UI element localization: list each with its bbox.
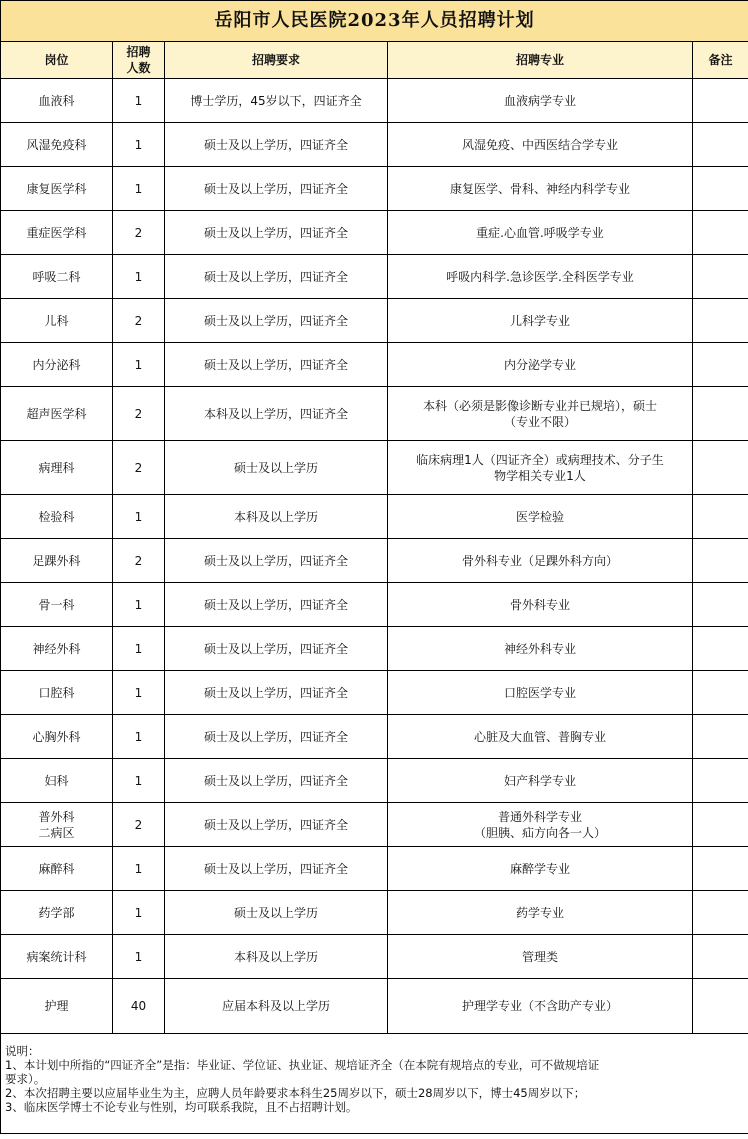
cell-position: 药学部	[1, 891, 113, 935]
table-row	[1, 891, 748, 935]
table-row	[1, 387, 748, 441]
cell-remark	[693, 979, 748, 1034]
table-row	[1, 211, 748, 255]
cell-requirement: 硕士及以上学历，四证齐全	[165, 583, 388, 627]
cell-position: 重症医学科	[1, 211, 113, 255]
table-row	[1, 715, 748, 759]
cell-remark	[693, 759, 748, 803]
cell-position: 康复医学科	[1, 167, 113, 211]
header-remark: 备注	[693, 42, 748, 79]
table-row	[1, 583, 748, 627]
cell-position: 妇科	[1, 759, 113, 803]
header-count-line2: 人数	[126, 61, 151, 75]
cell-major: 风湿免疫、中西医结合学专业	[388, 123, 693, 167]
cell-count: 2	[113, 803, 165, 847]
cell-major	[388, 387, 693, 441]
cell-requirement: 硕士及以上学历，四证齐全	[165, 803, 388, 847]
cell-major: 内分泌学专业	[388, 343, 693, 387]
table-row	[1, 539, 748, 583]
cell-major: 骨外科专业（足踝外科方向）	[388, 539, 693, 583]
cell-major: 护理学专业（不含助产专业）	[388, 979, 693, 1034]
cell-position: 风湿免疫科	[1, 123, 113, 167]
cell-remark	[693, 935, 748, 979]
cell-major: 口腔医学专业	[388, 671, 693, 715]
cell-count: 1	[113, 79, 165, 123]
cell-requirement: 硕士及以上学历，四证齐全	[165, 539, 388, 583]
cell-position: 血液科	[1, 79, 113, 123]
cell-major: 儿科学专业	[388, 299, 693, 343]
cell-count: 2	[113, 441, 165, 495]
cell-count: 2	[113, 211, 165, 255]
cell-count: 1	[113, 255, 165, 299]
cell-requirement: 应届本科及以上学历	[165, 979, 388, 1034]
cell-count: 2	[113, 387, 165, 441]
table-row	[1, 671, 748, 715]
cell-position-line1: 普外科	[38, 809, 75, 824]
cell-position: 超声医学科	[1, 387, 113, 441]
cell-remark	[693, 803, 748, 847]
cell-major: 骨外科专业	[388, 583, 693, 627]
cell-position-line2: 二病区	[38, 825, 75, 840]
cell-position	[1, 803, 113, 847]
page-title: 岳阳市人民医院2023年人员招聘计划	[1, 1, 748, 42]
cell-major-line2: （专业不限）	[503, 414, 576, 429]
cell-position: 病理科	[1, 441, 113, 495]
cell-requirement: 硕士及以上学历，四证齐全	[165, 671, 388, 715]
cell-remark	[693, 891, 748, 935]
cell-count: 1	[113, 627, 165, 671]
cell-requirement: 博士学历，45岁以下，四证齐全	[165, 79, 388, 123]
cell-remark	[693, 539, 748, 583]
table-row	[1, 343, 748, 387]
cell-major: 心脏及大血管、普胸专业	[388, 715, 693, 759]
table-row	[1, 759, 748, 803]
cell-position: 检验科	[1, 495, 113, 539]
cell-requirement: 硕士及以上学历，四证齐全	[165, 299, 388, 343]
cell-count: 1	[113, 583, 165, 627]
cell-position: 口腔科	[1, 671, 113, 715]
cell-requirement: 本科及以上学历，四证齐全	[165, 387, 388, 441]
cell-remark	[693, 627, 748, 671]
cell-count: 1	[113, 759, 165, 803]
header-count	[113, 42, 165, 79]
cell-position: 病案统计科	[1, 935, 113, 979]
table-row	[1, 123, 748, 167]
cell-remark	[693, 671, 748, 715]
table-row	[1, 255, 748, 299]
cell-remark	[693, 495, 748, 539]
cell-count: 1	[113, 495, 165, 539]
cell-major: 血液病学专业	[388, 79, 693, 123]
notes-heading: 说明：	[5, 1044, 40, 1058]
cell-requirement: 硕士及以上学历，四证齐全	[165, 123, 388, 167]
cell-count: 1	[113, 343, 165, 387]
cell-remark	[693, 167, 748, 211]
cell-major-line2: 物学相关专业1人	[494, 468, 586, 483]
cell-position: 心胸外科	[1, 715, 113, 759]
notes-line-2: 2、本次招聘主要以应届毕业生为主，应聘人员年龄要求本科生25周岁以下，硕士28周岁以下，博士45周岁以下；	[5, 1086, 586, 1100]
cell-count: 1	[113, 167, 165, 211]
cell-major: 神经外科专业	[388, 627, 693, 671]
cell-count: 1	[113, 123, 165, 167]
notes-line-1b: 要求）。	[5, 1072, 46, 1086]
cell-major: 麻醉学专业	[388, 847, 693, 891]
cell-requirement: 硕士及以上学历，四证齐全	[165, 167, 388, 211]
cell-position: 护理	[1, 979, 113, 1034]
table-row	[1, 803, 748, 847]
table-row	[1, 847, 748, 891]
cell-requirement: 硕士及以上学历	[165, 441, 388, 495]
cell-position: 足踝外科	[1, 539, 113, 583]
cell-major	[388, 441, 693, 495]
cell-requirement: 本科及以上学历	[165, 495, 388, 539]
cell-position: 呼吸二科	[1, 255, 113, 299]
table-row	[1, 935, 748, 979]
cell-major: 重症.心血管.呼吸学专业	[388, 211, 693, 255]
cell-position: 骨一科	[1, 583, 113, 627]
cell-requirement: 本科及以上学历	[165, 935, 388, 979]
cell-remark	[693, 255, 748, 299]
header-position: 岗位	[1, 42, 113, 79]
header-count-line1: 招聘	[126, 45, 151, 59]
cell-position: 神经外科	[1, 627, 113, 671]
cell-major	[388, 803, 693, 847]
cell-major: 呼吸内科学.急诊医学.全科医学专业	[388, 255, 693, 299]
cell-major: 康复医学、骨科、神经内科学专业	[388, 167, 693, 211]
table-row	[1, 979, 748, 1034]
cell-position: 儿科	[1, 299, 113, 343]
table-row	[1, 79, 748, 123]
cell-remark	[693, 583, 748, 627]
cell-major-line1: 临床病理1人（四证齐全）或病理技术、分子生	[416, 452, 664, 467]
cell-count: 1	[113, 847, 165, 891]
cell-count: 1	[113, 715, 165, 759]
cell-requirement: 硕士及以上学历，四证齐全	[165, 343, 388, 387]
notes-line-1a: 1、本计划中所指的“四证齐全”是指：毕业证、学位证、执业证、规培证齐全（在本院有规培点的专业，可不做规培证	[5, 1058, 600, 1072]
notes-line-3: 3、临床医学博士不论专业与性别，均可联系我院，且不占招聘计划。	[5, 1100, 358, 1114]
header-major: 招聘专业	[388, 42, 693, 79]
cell-remark	[693, 387, 748, 441]
cell-major-line1: 本科（必须是影像诊断专业并已规培），硕士	[422, 398, 657, 413]
cell-major: 妇产科学专业	[388, 759, 693, 803]
cell-requirement: 硕士及以上学历，四证齐全	[165, 759, 388, 803]
cell-position: 内分泌科	[1, 343, 113, 387]
cell-remark	[693, 211, 748, 255]
cell-remark	[693, 343, 748, 387]
cell-remark	[693, 847, 748, 891]
cell-count: 2	[113, 539, 165, 583]
cell-count: 1	[113, 935, 165, 979]
cell-requirement: 硕士及以上学历	[165, 891, 388, 935]
cell-count: 2	[113, 299, 165, 343]
cell-count: 1	[113, 891, 165, 935]
table-row	[1, 299, 748, 343]
table-row	[1, 441, 748, 495]
table-row	[1, 627, 748, 671]
cell-major-line1: 普通外科学专业	[497, 809, 582, 824]
cell-major-line2: （胆胰、疝方向各一人）	[473, 825, 606, 840]
cell-remark	[693, 299, 748, 343]
cell-remark	[693, 123, 748, 167]
cell-remark	[693, 441, 748, 495]
cell-major: 药学专业	[388, 891, 693, 935]
cell-remark	[693, 715, 748, 759]
cell-remark	[693, 79, 748, 123]
cell-requirement: 硕士及以上学历，四证齐全	[165, 627, 388, 671]
cell-position: 麻醉科	[1, 847, 113, 891]
header-requirement: 招聘要求	[165, 42, 388, 79]
cell-count: 40	[113, 979, 165, 1034]
table-row	[1, 167, 748, 211]
table-row	[1, 495, 748, 539]
cell-major: 管理类	[388, 935, 693, 979]
cell-count: 1	[113, 671, 165, 715]
notes-section	[1, 1034, 748, 1134]
cell-requirement: 硕士及以上学历，四证齐全	[165, 211, 388, 255]
cell-requirement: 硕士及以上学历，四证齐全	[165, 847, 388, 891]
cell-requirement: 硕士及以上学历，四证齐全	[165, 255, 388, 299]
cell-requirement: 硕士及以上学历，四证齐全	[165, 715, 388, 759]
cell-major: 医学检验	[388, 495, 693, 539]
